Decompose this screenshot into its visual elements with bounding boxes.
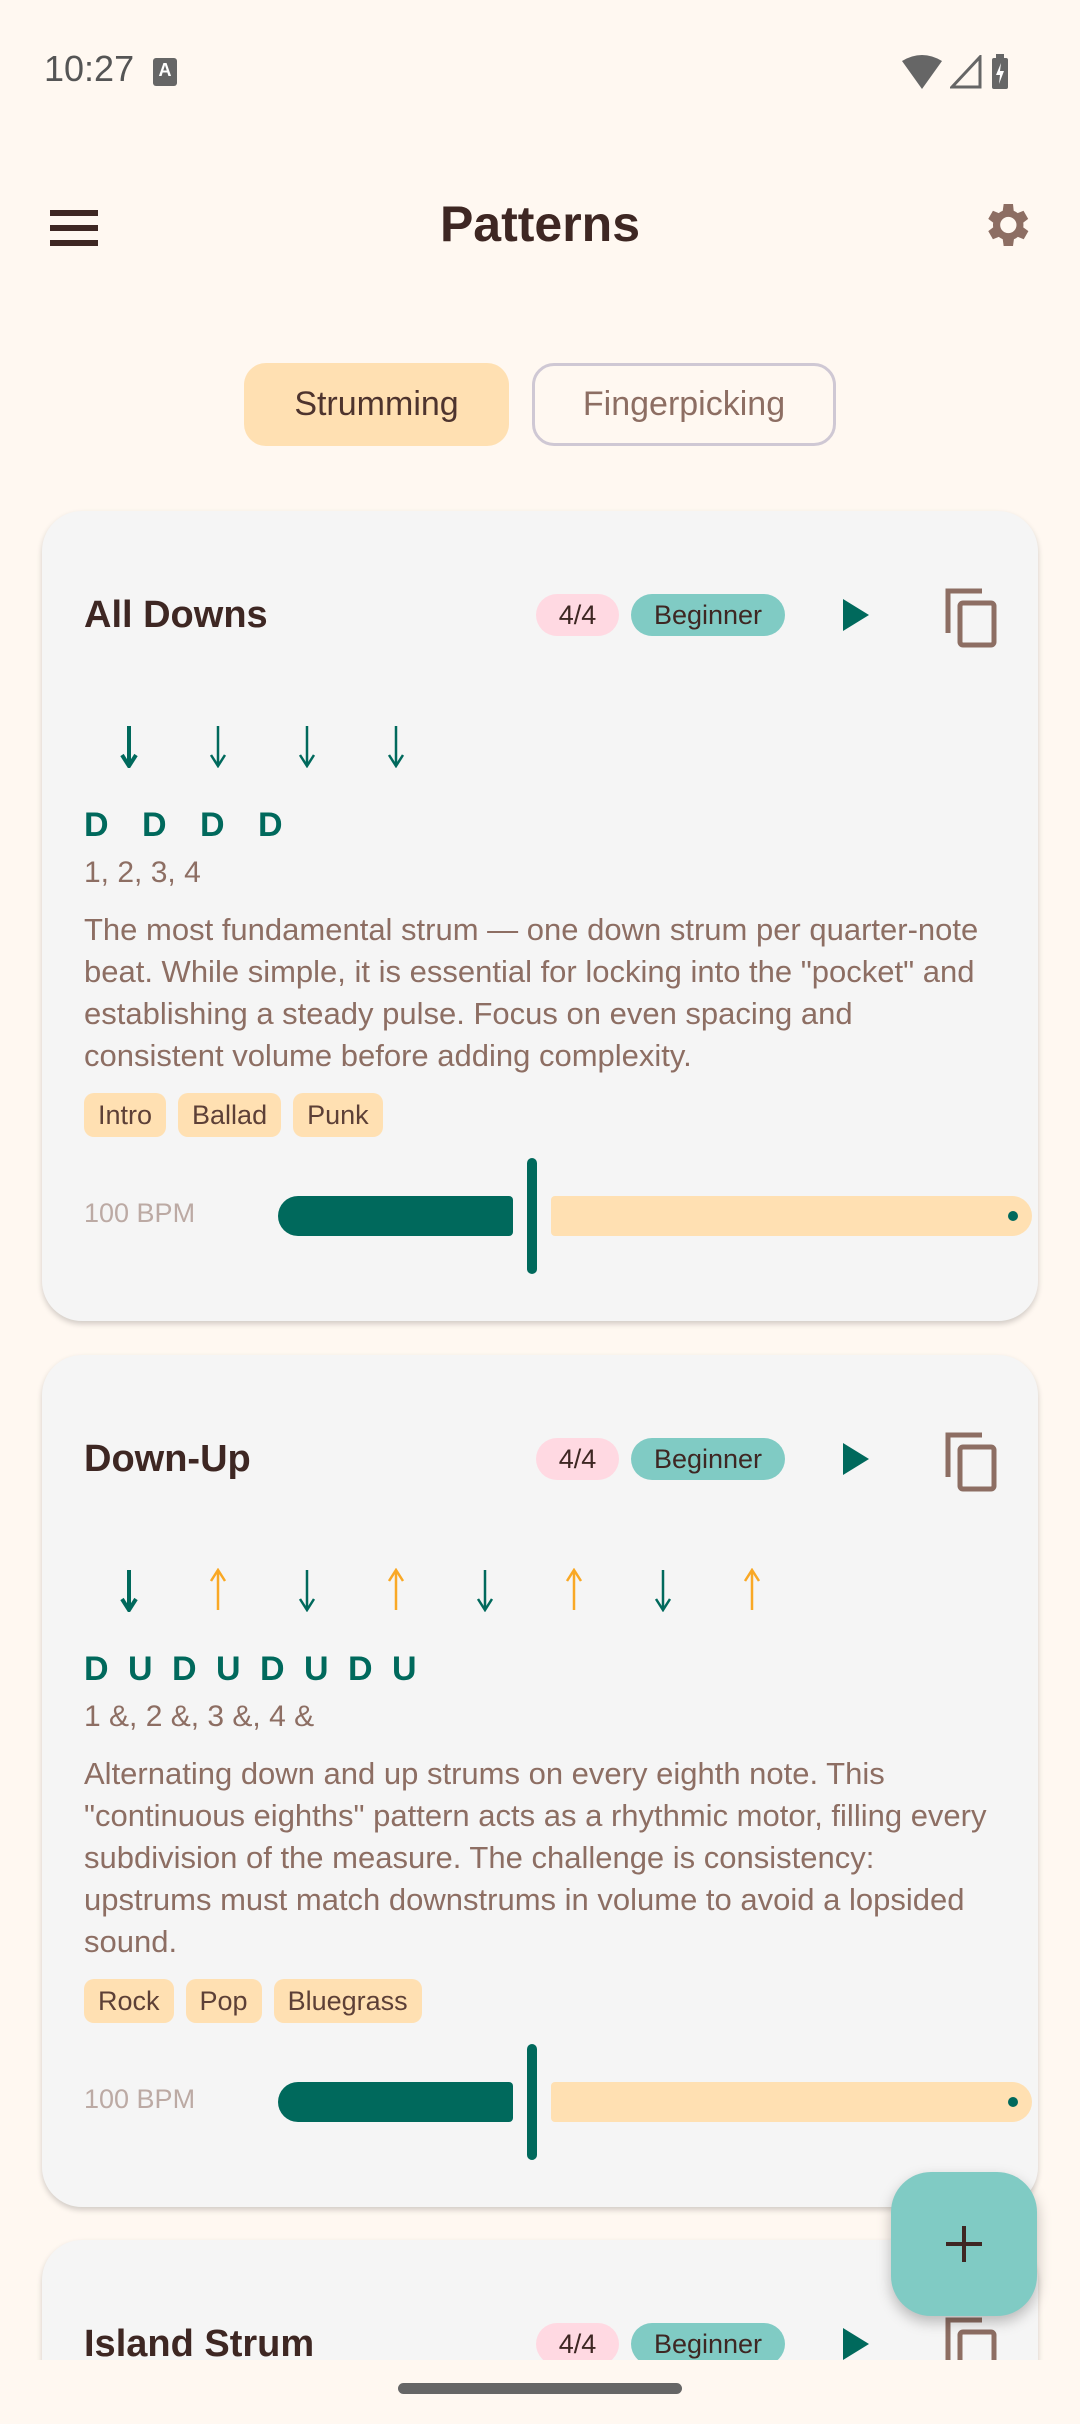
genre-tag[interactable]: Punk [293,1093,383,1137]
genre-tag[interactable]: Rock [84,1979,174,2023]
stroke-letter: U [304,1649,329,1688]
down-stroke-icon [117,724,141,768]
genre-tag[interactable]: Ballad [178,1093,281,1137]
pattern-title: Down-Up [84,1437,251,1480]
down-stroke-icon [651,1568,675,1612]
slider-active-track [278,2082,513,2122]
slider-thumb[interactable] [527,1158,537,1274]
tempo-slider[interactable] [84,2044,996,2160]
card-header [84,2304,996,2360]
stroke-letter: D [348,1649,373,1688]
gear-icon[interactable] [978,197,1034,253]
time-signature-badge: 4/4 [536,2323,619,2360]
card-header [84,575,996,655]
stroke-letter: U [216,1649,241,1688]
down-stroke-icon [384,724,408,768]
difficulty-badge: Beginner [631,1438,785,1480]
gesture-nav-handle[interactable] [398,2383,682,2394]
stroke-letter: D [260,1649,285,1688]
bpm-label: 100 BPM [84,2084,196,2114]
genre-tag[interactable]: Pop [186,1979,262,2023]
stroke-letter: D [258,805,283,844]
genre-tag[interactable]: Bluegrass [274,1979,422,2023]
copy-icon[interactable] [944,587,1004,649]
play-icon[interactable] [837,2326,873,2360]
slider-inactive-track [551,1196,1032,1236]
stroke-letter: U [392,1649,417,1688]
stroke-arrows [84,716,996,776]
genre-tags [84,1093,996,1137]
pattern-title: All Downs [84,593,268,636]
notification-icon: A [153,58,177,86]
slider-end-dot [1008,2097,1018,2107]
down-stroke-icon [295,724,319,768]
card-header [84,1419,996,1499]
stroke-letters [84,1646,996,1692]
pattern-card[interactable] [42,2240,1038,2360]
beat-counts: 1 &, 2 &, 3 &, 4 & [84,1700,315,1733]
up-stroke-icon [206,1568,230,1612]
clock: 10:27 [44,48,135,89]
stroke-letter: D [142,805,167,844]
play-icon[interactable] [837,1441,873,1477]
stroke-letter: D [84,1649,109,1688]
bpm-label: 100 BPM [84,1198,196,1228]
copy-icon[interactable] [944,2316,1004,2360]
genre-tags [84,1979,996,2023]
add-pattern-button[interactable] [891,2172,1037,2316]
slider-inactive-track [551,2082,1032,2122]
down-stroke-icon [295,1568,319,1612]
slider-thumb[interactable] [527,2044,537,2160]
up-stroke-icon [384,1568,408,1612]
play-icon[interactable] [837,597,873,633]
beat-counts: 1, 2, 3, 4 [84,856,201,889]
stroke-letter: D [172,1649,197,1688]
pattern-card[interactable] [42,1355,1038,2207]
pattern-description: The most fundamental strum — one down strum per quarter-note beat. While simple, it is essential for locking into the "pocket" and establishing a steady pulse. Focus on even spacing and consistent volume before adding complexity. [84,912,979,1073]
stroke-letter: U [128,1649,153,1688]
copy-icon[interactable] [944,1431,1004,1493]
page-title: Patterns [439,196,641,252]
top-app-bar [0,180,1080,270]
stroke-arrows [84,1560,996,1620]
pattern-description: Alternating down and up strums on every eighth note. This "continuous eighths" pattern acts as a rhythmic motor, filling every subdivision of the measure. The challenge is consistency: upstrums must match downstrums in volume to avoid a lopsided sound. [84,1756,987,1959]
up-stroke-icon [562,1568,586,1612]
plus-icon [944,2224,984,2264]
genre-tag[interactable]: Intro [84,1093,166,1137]
time-signature-badge: 4/4 [536,1438,619,1480]
time-signature-badge: 4/4 [536,594,619,636]
stroke-letter: D [200,805,225,844]
tempo-slider[interactable] [84,1158,996,1274]
tab-fingerpicking[interactable]: Fingerpicking [532,363,836,446]
pattern-title: Island Strum [84,2322,315,2360]
down-stroke-icon [117,1568,141,1612]
slider-active-track [278,1196,513,1236]
stroke-letter: D [84,805,109,844]
difficulty-badge: Beginner [631,2323,785,2360]
down-stroke-icon [206,724,230,768]
down-stroke-icon [473,1568,497,1612]
up-stroke-icon [740,1568,764,1612]
tab-strumming[interactable]: Strumming [244,363,509,446]
slider-end-dot [1008,1211,1018,1221]
pattern-card[interactable] [42,511,1038,1321]
difficulty-badge: Beginner [631,594,785,636]
stroke-letters [84,802,996,848]
